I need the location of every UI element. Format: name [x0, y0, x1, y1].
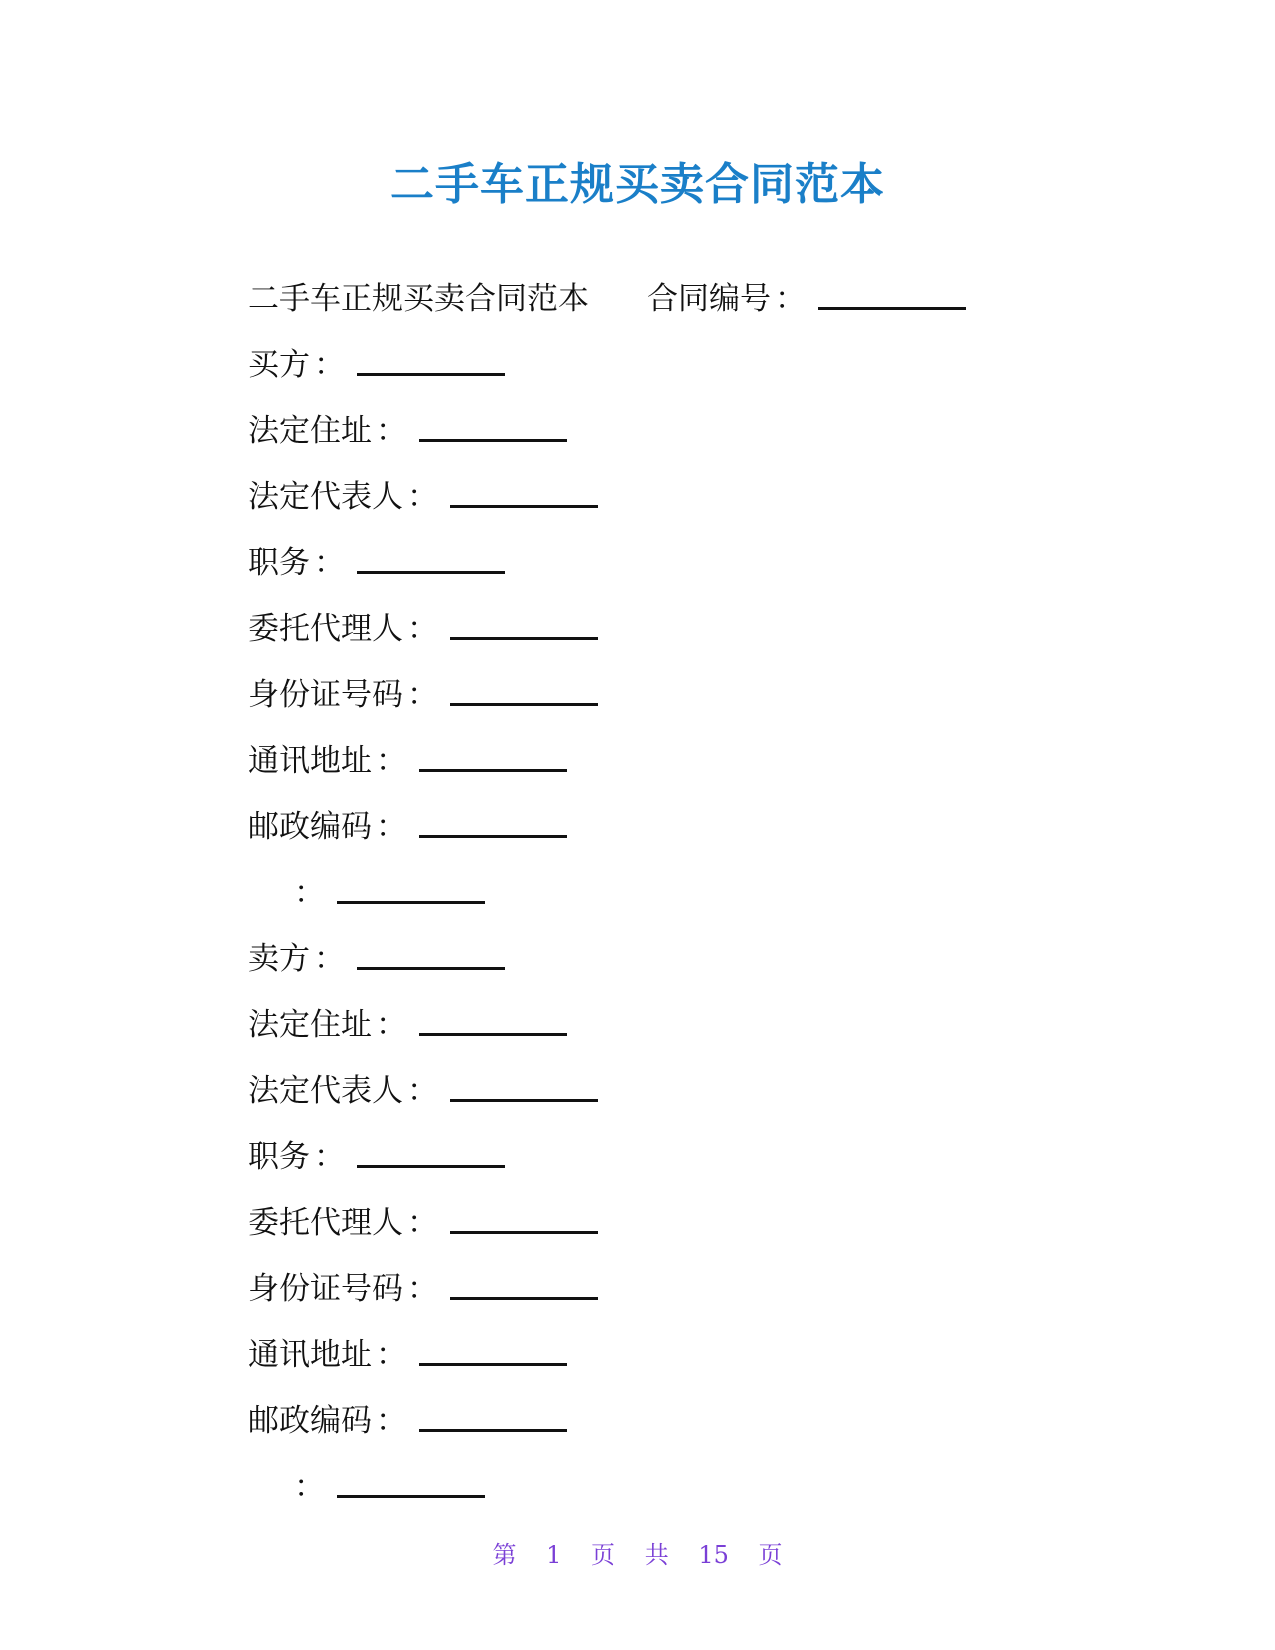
seller-postcode-blank[interactable]: [419, 1399, 567, 1432]
field-label: 通讯地址: [248, 1336, 372, 1373]
field-label: 买方: [248, 346, 310, 383]
seller-extra-row: [248, 1450, 1148, 1516]
buyer-postcode-row: [248, 790, 1148, 856]
buyer-name-row: [248, 328, 1148, 394]
colon: ：: [294, 1468, 325, 1505]
seller-mail-address-blank[interactable]: [419, 1333, 567, 1366]
colon: ：: [407, 478, 438, 515]
buyer-name-blank[interactable]: [357, 343, 505, 376]
field-label: 法定住址: [248, 412, 372, 449]
buyer-legal-rep-blank[interactable]: [450, 475, 598, 508]
colon: ：: [314, 1138, 345, 1175]
contract-fields: [248, 262, 1148, 1516]
buyer-agent-blank[interactable]: [450, 607, 598, 640]
footer-page-prefix: 第: [492, 1541, 517, 1569]
buyer-mail-address-blank[interactable]: [419, 739, 567, 772]
field-label: 委托代理人: [248, 610, 403, 647]
buyer-position-blank[interactable]: [357, 541, 505, 574]
field-label: 法定住址: [248, 1006, 372, 1043]
field-label: 卖方: [248, 940, 310, 977]
colon: ：: [376, 1402, 407, 1439]
colon: ：: [314, 346, 345, 383]
footer-total-suffix: 页: [758, 1541, 783, 1569]
seller-address-row: [248, 988, 1148, 1054]
footer-total-pages: 15: [698, 1541, 729, 1569]
colon: ：: [407, 676, 438, 713]
field-label: 委托代理人: [248, 1204, 403, 1241]
buyer-extra-blank[interactable]: [337, 871, 485, 904]
field-label: 邮政编码: [248, 808, 372, 845]
colon: ：: [294, 874, 325, 911]
seller-extra-blank[interactable]: [337, 1465, 485, 1498]
colon: ：: [314, 544, 345, 581]
seller-id-blank[interactable]: [450, 1267, 598, 1300]
seller-name-row: [248, 922, 1148, 988]
colon: ：: [376, 1006, 407, 1043]
colon: ：: [407, 1204, 438, 1241]
colon: ：: [407, 1270, 438, 1307]
footer-current-page: 1: [546, 1541, 562, 1569]
buyer-extra-row: [248, 856, 1148, 922]
colon: ：: [376, 412, 407, 449]
field-label: 邮政编码: [248, 1402, 372, 1439]
colon: ：: [775, 280, 806, 317]
field-label: 身份证号码: [248, 1270, 403, 1307]
seller-mail-address-row: [248, 1318, 1148, 1384]
seller-agent-blank[interactable]: [450, 1201, 598, 1234]
header-title-repeat: 二手车正规买卖合同范本: [248, 280, 589, 317]
footer-total-prefix: 共: [644, 1541, 669, 1569]
seller-name-blank[interactable]: [357, 937, 505, 970]
field-label: 通讯地址: [248, 742, 372, 779]
colon: ：: [407, 610, 438, 647]
field-label: 法定代表人: [248, 1072, 403, 1109]
colon: ：: [314, 940, 345, 977]
colon: ：: [376, 808, 407, 845]
seller-id-row: [248, 1252, 1148, 1318]
contract-number-blank[interactable]: [818, 277, 966, 310]
buyer-address-row: [248, 394, 1148, 460]
header-line: [248, 262, 1148, 328]
contract-number-label: 合同编号: [647, 280, 771, 317]
page-footer: [0, 1535, 1275, 1570]
seller-legal-rep-blank[interactable]: [450, 1069, 598, 1102]
seller-address-blank[interactable]: [419, 1003, 567, 1036]
buyer-agent-row: [248, 592, 1148, 658]
colon: ：: [376, 742, 407, 779]
field-label: 法定代表人: [248, 478, 403, 515]
seller-position-blank[interactable]: [357, 1135, 505, 1168]
colon: ：: [407, 1072, 438, 1109]
buyer-legal-rep-row: [248, 460, 1148, 526]
document-title: 二手车正规买卖合同范本: [390, 159, 885, 210]
buyer-id-row: [248, 658, 1148, 724]
colon: ：: [376, 1336, 407, 1373]
seller-postcode-row: [248, 1384, 1148, 1450]
field-label: 身份证号码: [248, 676, 403, 713]
seller-legal-rep-row: [248, 1054, 1148, 1120]
seller-position-row: [248, 1120, 1148, 1186]
seller-agent-row: [248, 1186, 1148, 1252]
buyer-mail-address-row: [248, 724, 1148, 790]
buyer-postcode-blank[interactable]: [419, 805, 567, 838]
field-label: 职务: [248, 544, 310, 581]
field-label: 职务: [248, 1138, 310, 1175]
buyer-position-row: [248, 526, 1148, 592]
footer-page-word: 页: [591, 1541, 616, 1569]
buyer-address-blank[interactable]: [419, 409, 567, 442]
buyer-id-blank[interactable]: [450, 673, 598, 706]
